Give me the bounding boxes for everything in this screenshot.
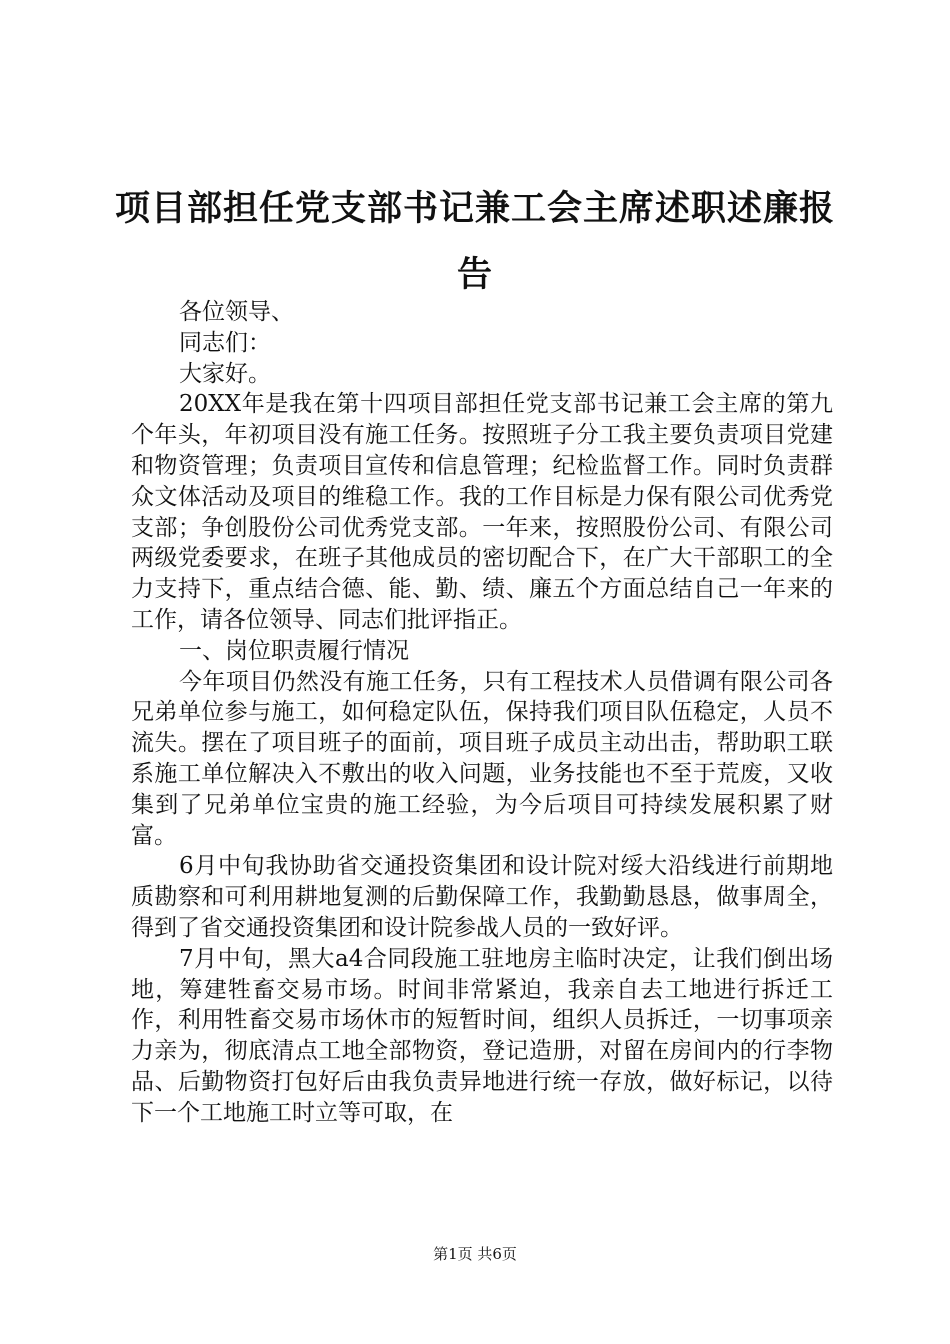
greeting: 大家好。 xyxy=(179,360,271,387)
document-body xyxy=(131,297,833,1129)
paragraph-july-relocation: 7月中旬，黑大a4合同段施工驻地房主临时决定，让我们倒出场地，筹建牲畜交易市场。时间非常紧迫，我亲自去工地进行拆迁工作，利用牲畜交易市场休市的短暂时间，组织人员拆迁，一切事项亲力亲为，彻底清点工地全部物资，登记造册，对留在房间内的行李物品、后勤物资打包好后由我负责异地进行统一存放，做好标记，以待下一个工地施工时立等可取，在 xyxy=(131,945,833,1126)
salutation-leaders: 各位领导、 xyxy=(179,299,294,325)
page-number-footer: 第1页 共6页 xyxy=(433,1245,517,1263)
paragraph-intro: 20XX年是我在第十四项目部担任党支部书记兼工会主席的第九个年头，年初项目没有施工任务。按照班子分工我主要负责项目党建和物资管理；负责项目宣传和信息管理；纪检监督工作。同时负责群众文体活动及项目的维稳工作。我的工作目标是力保有限公司优秀党支部；争创股份公司优秀党支部。一年来，按照股份公司、有限公司两级党委要求，在班子其他成员的密切配合下，在广大干部职工的全力支持下，重点结合德、能、勤、绩、廉五个方面总结自己一年来的工作，请各位领导、同志们批评指正。 xyxy=(131,391,833,633)
document-title: 项目部担任党支部书记兼工会主席述职述廉报告 xyxy=(114,189,835,295)
salutation-comrades: 同志们： xyxy=(179,329,271,356)
paragraph-june-survey: 6月中旬我协助省交通投资集团和设计院对绥大沿线进行前期地质勘察和可利用耕地复测的后勤保障工作，我勤勤恳恳，做事周全，得到了省交通投资集团和设计院参战人员的一致好评。 xyxy=(131,853,833,941)
section-heading-duties: 一、岗位职责履行情况 xyxy=(179,637,409,664)
paragraph-team-stability: 今年项目仍然没有施工任务，只有工程技术人员借调有限公司各兄弟单位参与施工，如何稳定队伍，保持我们项目队伍稳定，人员不流失。摆在了项目班子的面前，项目班子成员主动出击，帮助职工联系施工单位解决入不敷出的收入问题，业务技能也不至于荒废，又收集到了兄弟单位宝贵的施工经验，为今后项目可持续发展积累了财富。 xyxy=(131,668,833,849)
